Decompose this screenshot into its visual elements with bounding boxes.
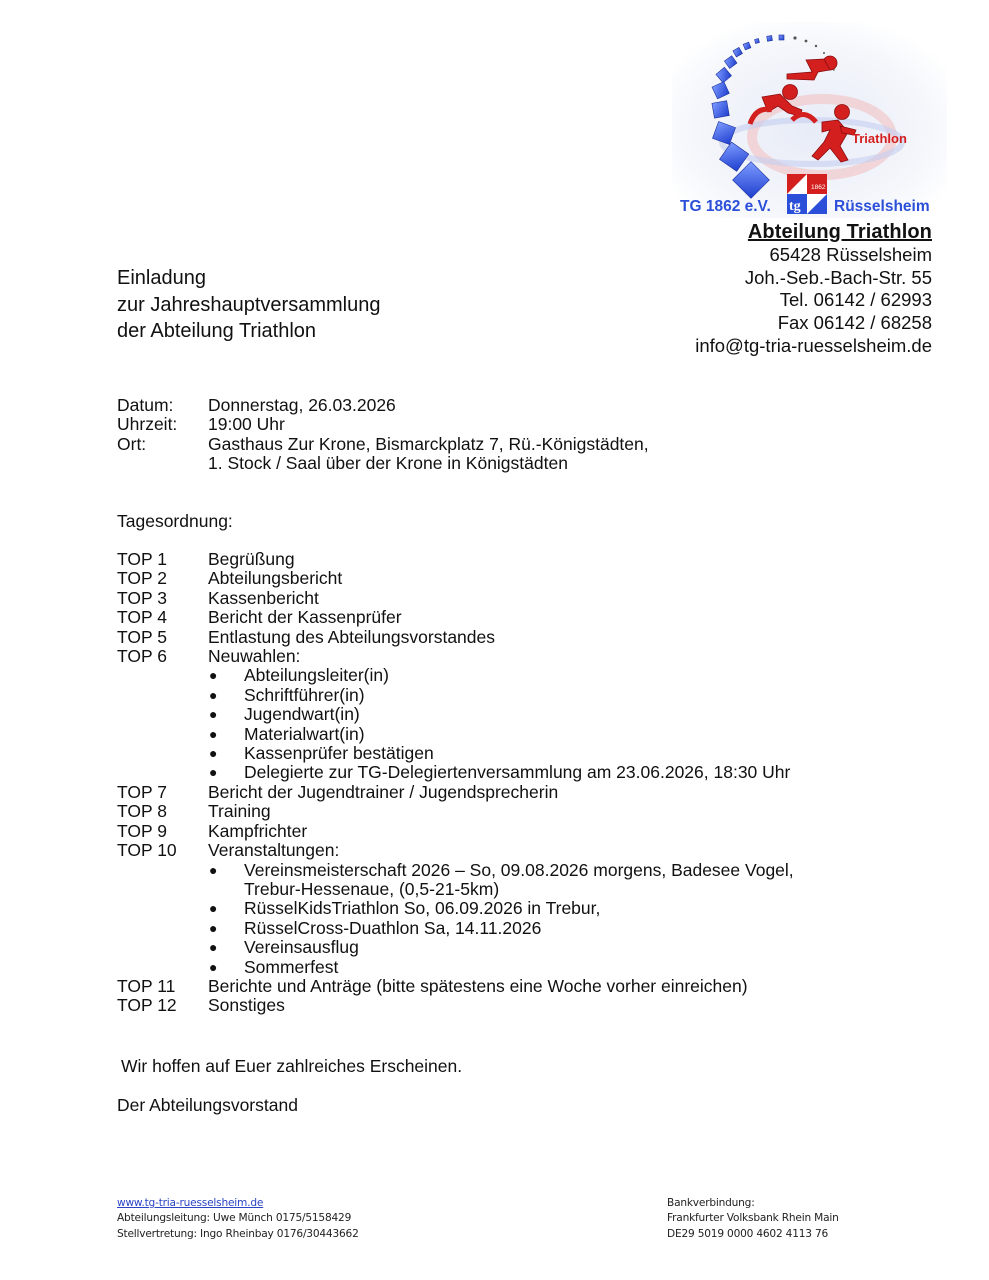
agenda-subitem <box>117 686 794 705</box>
title-line: Einladung <box>117 267 206 289</box>
subitem-text: Vereinsausflug <box>244 937 359 958</box>
agenda-sublist-events <box>117 861 794 977</box>
agenda-text: Abteilungsbericht <box>208 568 343 589</box>
info-label: Datum: <box>117 395 174 415</box>
subitem-text: Delegierte zur TG-Delegiertenversammlung am 23.06.2026, 18:30 Uhr <box>244 762 791 783</box>
agenda-subitem <box>117 725 794 744</box>
agenda-item <box>117 628 794 647</box>
agenda-item <box>117 589 794 608</box>
website-link[interactable]: www.tg-tria-ruesselsheim.de <box>117 1197 264 1209</box>
info-label <box>117 454 208 473</box>
agenda-subitem <box>117 899 794 918</box>
agenda-number: TOP 9 <box>117 820 167 841</box>
meeting-info <box>117 396 649 474</box>
agenda-subitem <box>117 666 794 685</box>
agenda-text: Bericht der Jugendtrainer / Jugendsprecherin <box>208 781 559 802</box>
bullet-icon: ● <box>209 900 218 917</box>
agenda-item <box>117 608 794 627</box>
agenda-subitem-continuation <box>117 880 794 899</box>
bullet-icon: ● <box>209 764 218 781</box>
subitem-text: Sommerfest <box>244 956 339 977</box>
address-phone: Tel. 06142 / 62993 <box>779 289 932 311</box>
agenda-number: TOP 3 <box>117 587 167 608</box>
agenda-number: TOP 7 <box>117 781 167 802</box>
title-line: zur Jahreshauptversammlung <box>117 293 381 316</box>
subitem-text: Vereinsmeisterschaft 2026 – So, 09.08.2026 morgens, Badesee Vogel, <box>244 859 794 880</box>
bullet-icon: ● <box>209 725 218 742</box>
agenda-item <box>117 841 794 860</box>
agenda-item <box>117 977 794 996</box>
subitem-text: RüsselCross-Duathlon Sa, 14.11.2026 <box>244 917 542 938</box>
agenda-number: TOP 6 <box>117 646 167 667</box>
info-label: Ort: <box>117 433 147 454</box>
agenda-number: TOP 12 <box>117 995 177 1016</box>
agenda-text: Entlastung des Abteilungsvorstandes <box>208 626 495 647</box>
bullet-icon: ● <box>209 958 218 975</box>
agenda-text: Kassenbericht <box>208 587 319 608</box>
agenda-text: Begrüßung <box>208 549 295 569</box>
agenda-list <box>117 550 794 1016</box>
bullet-icon: ● <box>209 745 218 762</box>
agenda-text: Sonstiges <box>208 995 285 1016</box>
svg-text:1862: 1862 <box>811 184 826 191</box>
bullet-icon: ● <box>209 919 218 936</box>
bullet-icon: ● <box>209 939 218 956</box>
address-fax: Fax 06142 / 68258 <box>777 312 932 334</box>
agenda-item <box>117 996 794 1015</box>
subitem-text: Trebur-Hessenaue, (0,5-21-5km) <box>244 878 500 899</box>
logo-city-name: Rüsselsheim <box>834 198 930 215</box>
agenda-text: Kampfrichter <box>208 820 308 841</box>
agenda-number: TOP 11 <box>117 975 176 996</box>
address-email[interactable]: info@tg-tria-ruesselsheim.de <box>695 334 932 356</box>
bullet-icon: ● <box>209 686 218 703</box>
bullet-spacer <box>208 880 244 899</box>
agenda-item <box>117 569 794 588</box>
agenda-sublist-elections <box>117 666 794 782</box>
closing-text: Wir hoffen auf Euer zahlreiches Erscheinen. <box>121 1056 463 1076</box>
info-label: Uhrzeit: <box>117 414 178 435</box>
info-value: Gasthaus Zur Krone, Bismarckplatz 7, Rü.-Königstädten, <box>208 433 649 454</box>
bank-name: Frankfurter Volksbank Rhein Main <box>667 1212 839 1225</box>
agenda-heading: Tagesordnung: <box>117 511 233 531</box>
agenda-number: TOP 5 <box>117 626 167 647</box>
agenda-number: TOP 8 <box>117 801 167 822</box>
info-row-location <box>117 435 649 454</box>
address-block <box>695 221 932 358</box>
logo-club-name: TG 1862 e.V. <box>680 198 771 215</box>
agenda-item <box>117 550 794 569</box>
agenda-text: Veranstaltungen: <box>208 840 340 861</box>
info-row-location-detail <box>117 454 649 473</box>
club-logo <box>672 22 947 218</box>
agenda-item <box>117 783 794 802</box>
title-line: der Abteilung Triathlon <box>117 320 317 342</box>
agenda-number: TOP 4 <box>117 607 167 628</box>
subitem-text: Schriftführer(in) <box>244 684 365 705</box>
agenda-number: TOP 10 <box>117 840 177 861</box>
info-value: 1. Stock / Saal über der Krone in Königstädten <box>208 453 568 474</box>
agenda-subitem <box>117 861 794 880</box>
agenda-item <box>117 802 794 821</box>
agenda-text: Neuwahlen: <box>208 646 301 667</box>
info-value: Donnerstag, 26.03.2026 <box>208 395 396 415</box>
address-postal: 65428 Rüsselsheim <box>769 243 932 265</box>
footer-leader: Abteilungsleitung: Uwe Münch 0175/5158429 <box>117 1212 352 1225</box>
agenda-item <box>117 822 794 841</box>
bullet-icon: ● <box>209 667 218 684</box>
agenda-number: TOP 1 <box>117 549 167 569</box>
subitem-text: RüsselKidsTriathlon So, 06.09.2026 in Trebur, <box>244 898 601 919</box>
footer-deputy: Stellvertretung: Ingo Rheinbay 0176/30443662 <box>117 1227 359 1240</box>
agenda-subitem <box>117 958 794 977</box>
tg-badge-icon <box>787 174 827 214</box>
agenda-number: TOP 2 <box>117 568 167 589</box>
bullet-icon: ● <box>209 861 218 878</box>
signature: Der Abteilungsvorstand <box>117 1095 298 1115</box>
department-name: Abteilung Triathlon <box>747 221 932 243</box>
agenda-text: Bericht der Kassenprüfer <box>208 607 402 628</box>
agenda-text: Berichte und Anträge (bitte spätestens eine Woche vorher einreichen) <box>208 975 748 996</box>
info-row-time <box>117 415 649 434</box>
svg-text:tg: tg <box>789 199 801 214</box>
agenda-text: Training <box>208 801 271 822</box>
document-title <box>117 265 380 345</box>
bullet-icon: ● <box>209 706 218 723</box>
subitem-text: Kassenprüfer bestätigen <box>244 743 434 764</box>
info-row-date <box>117 396 649 415</box>
agenda-subitem <box>117 763 794 782</box>
agenda-subitem <box>117 919 794 938</box>
agenda-subitem <box>117 705 794 724</box>
bank-label: Bankverbindung: <box>667 1197 755 1209</box>
agenda-subitem <box>117 938 794 957</box>
agenda-item <box>117 647 794 666</box>
subitem-text: Materialwart(in) <box>244 723 365 744</box>
agenda-subitem <box>117 744 794 763</box>
footer-contact <box>117 1196 359 1242</box>
address-street: Joh.-Seb.-Bach-Str. 55 <box>744 266 932 288</box>
subitem-text: Jugendwart(in) <box>244 704 360 725</box>
footer-bank <box>667 1196 839 1242</box>
bank-iban: DE29 5019 0000 4602 4113 76 <box>667 1227 829 1240</box>
info-value: 19:00 Uhr <box>208 414 285 435</box>
logo-triathlon-label: Triathlon <box>852 131 907 146</box>
subitem-text: Abteilungsleiter(in) <box>244 665 389 686</box>
